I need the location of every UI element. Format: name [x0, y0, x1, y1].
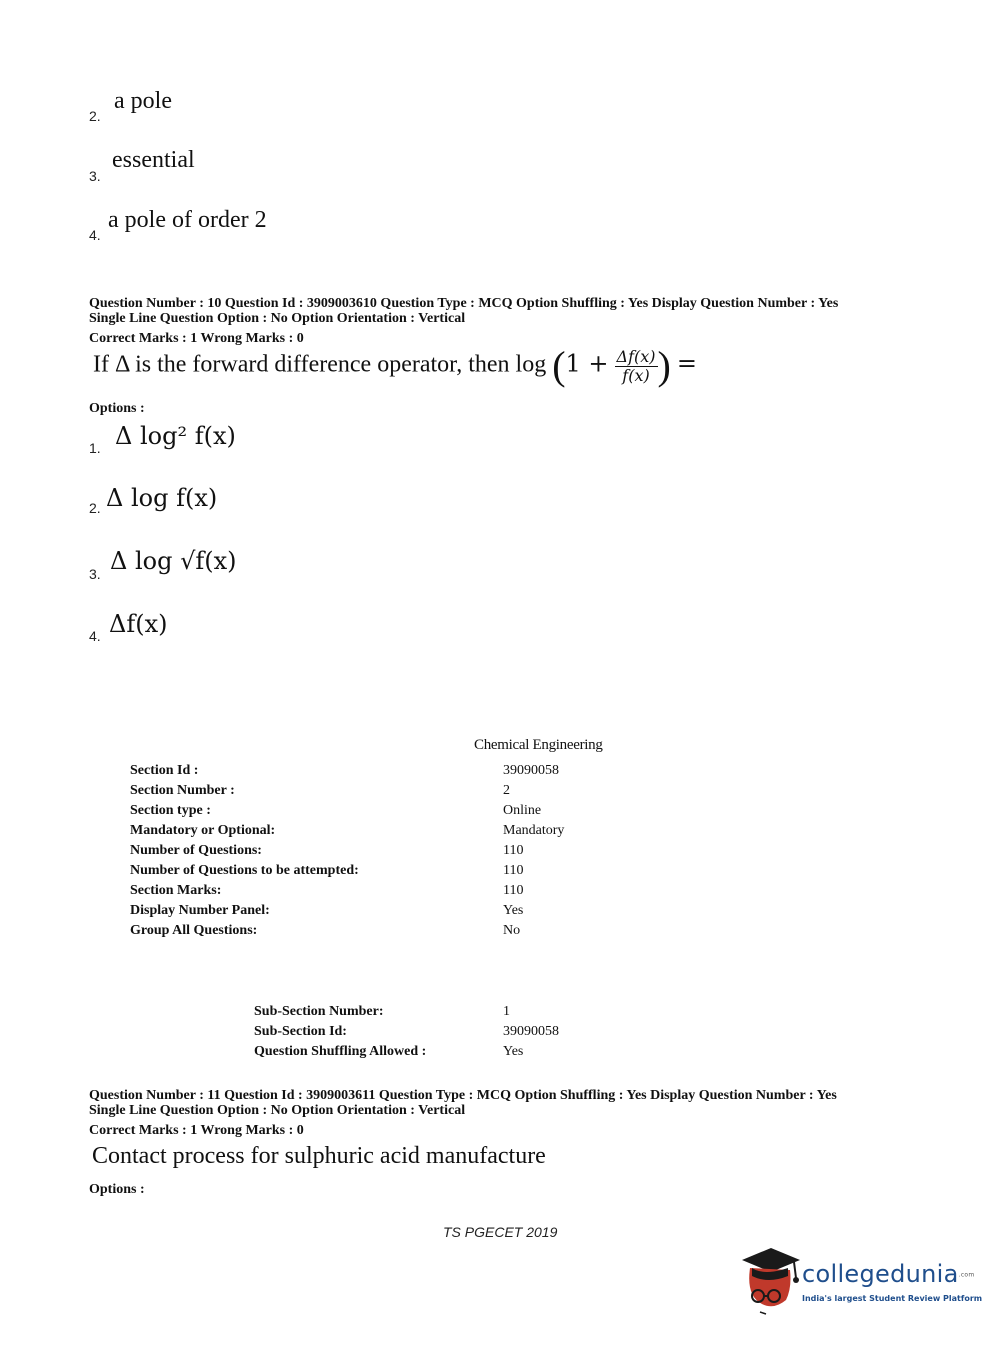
brand-name: collegedunia.com — [802, 1260, 975, 1288]
one-plus: 1 + — [565, 349, 609, 378]
option-text: a pole of order 2 — [108, 207, 267, 233]
graduate-mascot-icon — [740, 1246, 802, 1316]
section-label: Number of Questions: — [130, 843, 262, 858]
question-meta — [89, 1088, 837, 1118]
fraction-denominator: f(x) — [622, 365, 650, 385]
option-text: essential — [112, 147, 195, 173]
subsection-row — [0, 1044, 1000, 1064]
section-value: Yes — [503, 903, 524, 918]
section-title: Chemical Engineering — [474, 737, 603, 753]
option-number: 4. — [89, 628, 101, 644]
section-row — [0, 843, 1000, 863]
options-label: Options : — [89, 1182, 145, 1197]
subsection-row — [0, 1004, 1000, 1024]
subsection-label: Question Shuffling Allowed : — [254, 1044, 427, 1059]
question-meta-line2: Single Line Question Option : No Option Orientation : Vertical — [89, 1103, 466, 1118]
subsection-value: 1 — [503, 1004, 510, 1019]
brand-tagline: India's largest Student Review Platform — [802, 1294, 983, 1303]
brand-suffix: .com — [958, 1271, 975, 1279]
collegedunia-logo — [740, 1246, 983, 1316]
section-value: 2 — [503, 783, 510, 798]
section-label: Section type : — [130, 803, 211, 818]
section-label: Display Number Panel: — [130, 903, 270, 918]
option-text: Δ log² f(x) — [115, 422, 236, 450]
question-text: If Δ is the forward difference operator, then log (1 + $\frac{\Delta f(x)}{f(x)}$ ) = — [93, 343, 697, 388]
option-number: 2. — [89, 108, 101, 124]
fraction-numerator: Δf(x) — [616, 346, 656, 366]
options-label: Options : — [89, 401, 145, 416]
section-value: No — [503, 923, 521, 938]
section-row — [0, 783, 1000, 803]
question-marks: Correct Marks : 1 Wrong Marks : 0 — [89, 331, 304, 346]
subsection-label: Sub-Section Id: — [254, 1024, 347, 1039]
subsection-value: 39090058 — [503, 1024, 559, 1039]
section-value: Online — [503, 803, 542, 818]
section-row — [0, 923, 1000, 943]
section-row — [0, 863, 1000, 883]
question-meta-line2: Single Line Question Option : No Option Orientation : Vertical — [89, 311, 466, 326]
section-value: 110 — [503, 843, 524, 858]
option-text: Δf(x) — [109, 610, 168, 638]
option-number: 3. — [89, 566, 101, 582]
option-text: Δ log √f(x) — [110, 547, 237, 575]
section-row — [0, 763, 1000, 783]
section-row — [0, 823, 1000, 843]
option-text: Δ log f(x) — [106, 484, 218, 512]
question-meta-line1: Question Number : 10 Question Id : 3909003610 Question Type : MCQ Option Shuffling : Yes Display Question Number : Yes — [89, 296, 839, 311]
option-number: 1. — [89, 440, 101, 456]
section-label: Section Marks: — [130, 883, 222, 898]
subsection-row — [0, 1024, 1000, 1044]
subsection-label: Sub-Section Number: — [254, 1004, 384, 1019]
option-text: a pole — [114, 88, 172, 114]
question-text: Contact process for sulphuric acid manufacture — [92, 1143, 546, 1169]
fraction — [615, 348, 658, 385]
question-meta — [89, 296, 838, 326]
section-row — [0, 883, 1000, 903]
section-label: Number of Questions to be attempted: — [130, 863, 359, 878]
section-label: Mandatory or Optional: — [130, 823, 276, 838]
subsection-value: Yes — [503, 1044, 524, 1059]
section-row — [0, 803, 1000, 823]
equals-sign: = — [676, 349, 697, 378]
section-value: Mandatory — [503, 823, 565, 838]
section-value: 39090058 — [503, 763, 559, 778]
section-label: Group All Questions: — [130, 923, 258, 938]
section-value: 110 — [503, 863, 524, 878]
section-row — [0, 903, 1000, 923]
section-value: 110 — [503, 883, 524, 898]
option-number: 4. — [89, 227, 101, 243]
section-label: Section Number : — [130, 783, 235, 798]
question-meta-line1: Question Number : 11 Question Id : 3909003611 Question Type : MCQ Option Shuffling : Yes Display Question Number : Yes — [89, 1088, 837, 1103]
footer-exam-name: TS PGECET 2019 — [443, 1224, 558, 1240]
option-number: 2. — [89, 500, 101, 516]
section-label: Section Id : — [130, 763, 199, 778]
question-text-prefix: If Δ is the forward difference operator, then log — [93, 351, 547, 378]
option-number: 3. — [89, 168, 101, 184]
question-marks: Correct Marks : 1 Wrong Marks : 0 — [89, 1123, 304, 1138]
